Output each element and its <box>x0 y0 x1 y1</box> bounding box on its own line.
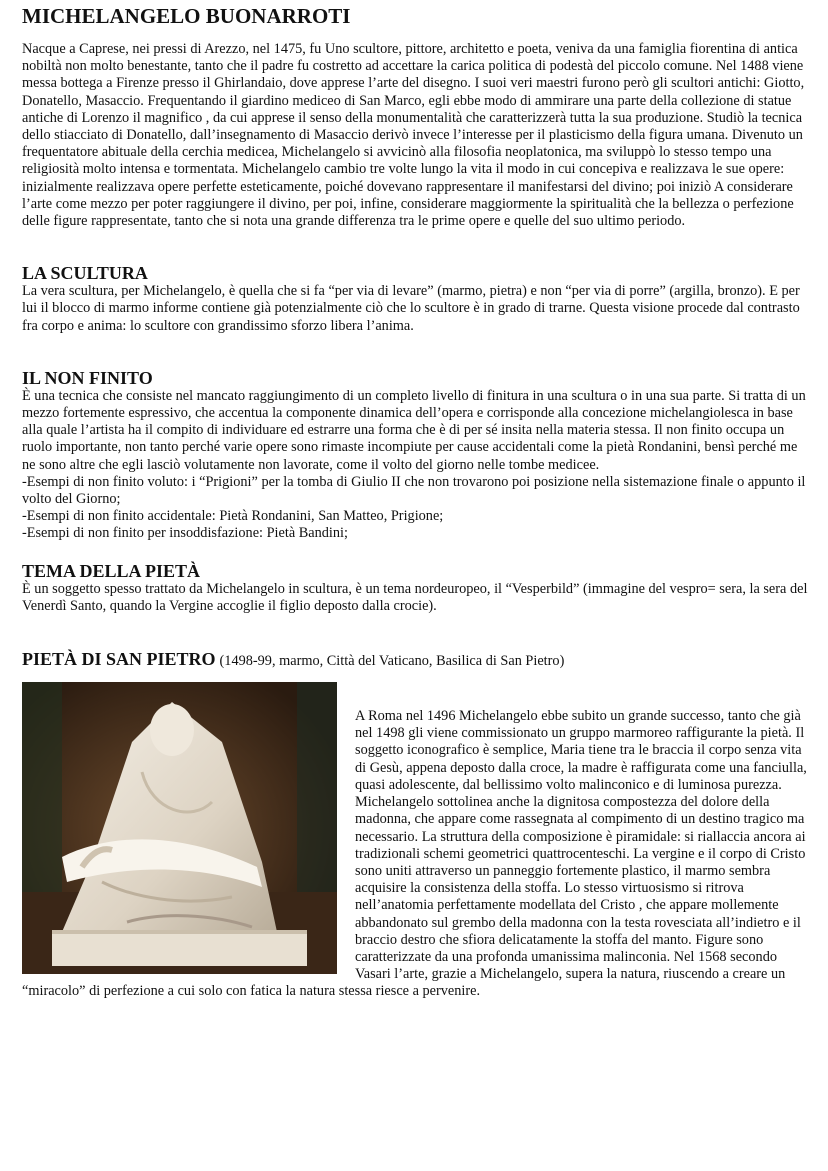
section-scultura <box>22 263 808 335</box>
intro-paragraph: Nacque a Caprese, nei pressi di Arezzo, nel 1475, fu Uno scultore, pittore, architetto e poeta, veniva da una famiglia fiorentina di antica nobiltà non molto benestante, tanto che il padre fu costretto ad accettare la carica politica di podestà del piccolo comune. Nel 1488 viene messa bottega a Firenze presso il Ghirlandaio, dove apprese l’arte del disegno. I suoi veri maestri furono però gli scultori antichi: Giotto, Donatello, Masaccio. Frequentando il giardino mediceo di San Marco, egli ebbe modo di ammirare una parte della collezione di statue antiche di Lorenzo il magnifico , da cui apprese il senso della monumentalità che caratterizzerà tutta la sua produzione. Studiò la tecnica dello stiacciato di Donatello, dall’insegnamento di Masaccio derivò invece l’interesse per il plasticismo della figura umana. Divenuto un frequentatore abituale della cerchia medicea, Michelangelo si avvicinò alla filosofia neoplatonica, ma sviluppò lo stesso tempo una religiosità molto intensa e tormentata. Michelangelo cambio tre volte lungo la vita il modo in cui concepiva e realizzava le sue opere: inizialmente realizzava opere perfette esteticamente, poiché dovevano rappresentare il manifestarsi del divino; poi iniziò A considerare l’arte come mezzo per poter raggiungere il divino, per poi, infine, considerare maggiormente la spiritualità che la bellezza o perfezione delle figure rappresentate, tanto che si nota una grande differenza tra le prime opere e quelle del suo ultimo periodo. <box>22 41 805 230</box>
scultura-paragraph: La vera scultura, per Michelangelo, è quella che si fa “per via di levare” (marmo, pietra) e non “per via di porre” (argilla, bronzo). E per lui il blocco di marmo informe contiene già potenzialmente ciò che lo scultore è in grado di trarne. Questa visione procede dal contrasto fra corpo e anima: lo scultore con grandissimo sforzo libera l’anima. <box>22 283 800 334</box>
section-pieta-san-pietro <box>22 649 808 1000</box>
pieta-subtitle: (1498-99, marmo, Città del Vaticano, Basilica di San Pietro) <box>219 653 565 670</box>
tema-paragraph: È un soggetto spesso trattato da Michelangelo in scultura, è un tema nordeuropeo, il “Vesperbild” (immagine del vespro= sera, la sera del Venerdì Santo, quando la Vergine accoglie il figlio deposto dalla crocie). <box>22 580 808 614</box>
document-title: MICHELANGELO BUONARROTI <box>22 4 351 28</box>
section-heading-pieta: PIETÀ DI SAN PIETRO <box>22 649 216 670</box>
pieta-paragraph: A Roma nel 1496 Michelangelo ebbe subito un grande successo, tanto che già nel 1498 gli viene commissionato un gruppo marmoreo raffigurante la pietà. Il soggetto iconografico è semplice, Maria tiene tra le braccia il corpo senza vita di Gesù, appena deposto dalla croce, la madre è raffigurata come una fanciulla, quasi adolescente, dal bellissimo volto malinconico e di luminosa purezza. Michelangelo sottolinea anche la dignitosa compostezza del dolore della madonna, che appare come rassegnata al compimento di un destino tragico ma necessario. La struttura della composizione è piramidale: si riallaccia ancora ai tradizionali schemi geometrici quattrocenteschi. La vergine e il corpo di Cristo sono uniti attraverso un panneggio fortemente plastico, il marmo sembra acquisire la consistenza della stoffa. Lo stesso virtuosismo si ritrova nell’anatomia perfettamente modellata del Cristo , che appare mollemente abbandonato sul grembo della madonna con la testa rovesciata all’indietro e il braccio destro che sfiora delicatamente la stoffa del manto. Figure sono caratterizzate da una profonda umanissima malinconia. Nel 1568 secondo Vasari l’arte, grazie a Michelangelo, supera la natura, riuscendo a creare un “miracolo” di perfezione a cui solo con fatica la natura stessa riesce a pervenire. <box>22 708 807 1000</box>
pieta-content <box>22 682 808 1000</box>
section-tema-pieta <box>22 561 808 615</box>
pieta-heading-row <box>22 649 808 670</box>
section-heading-scultura: LA SCULTURA <box>22 263 148 284</box>
example-line: -Esempi di non finito per insoddisfazione: Pietà Bandini; <box>22 525 348 542</box>
non-finito-text: È una tecnica che consiste nel mancato raggiungimento di un completo livello di finitura in una scultura o in una sua parte. Si tratta di un mezzo fortemente espressivo, che accentua la componente dinamica dell’opera e corrisponde alla concezione michelangiolesca in base alla quale l’artista ha il compito di individuare ed estrarre una forma che è di per sé insita nella materia stessa. Il non finito occupa un ruolo importante, non tanto perché varie opere sono rimaste incompiute per cause accidentali come la pietà Rondanini, bensì perché me ne sono altre che egli lasciò volutamente non lavorate, come il volto del giorno nelle tombe medicee. <box>22 387 806 473</box>
example-line: -Esempi di non finito accidentale: Pietà Rondanini, San Matteo, Prigione; <box>22 508 444 525</box>
pieta-sculpture-image <box>22 682 337 974</box>
non-finito-paragraph <box>22 388 808 543</box>
section-non-finito <box>22 368 808 543</box>
example-line: -Esempi di non finito voluto: i “Prigioni” per la tomba di Giulio II che non trovarono poi posizione nella sistemazione finale o appunto il volto del Giorno; <box>22 473 806 508</box>
pieta-illustration <box>22 682 337 974</box>
section-heading-tema: TEMA DELLA PIETÀ <box>22 560 201 581</box>
section-heading-non-finito: IL NON FINITO <box>22 367 153 388</box>
document-page <box>22 4 808 1001</box>
